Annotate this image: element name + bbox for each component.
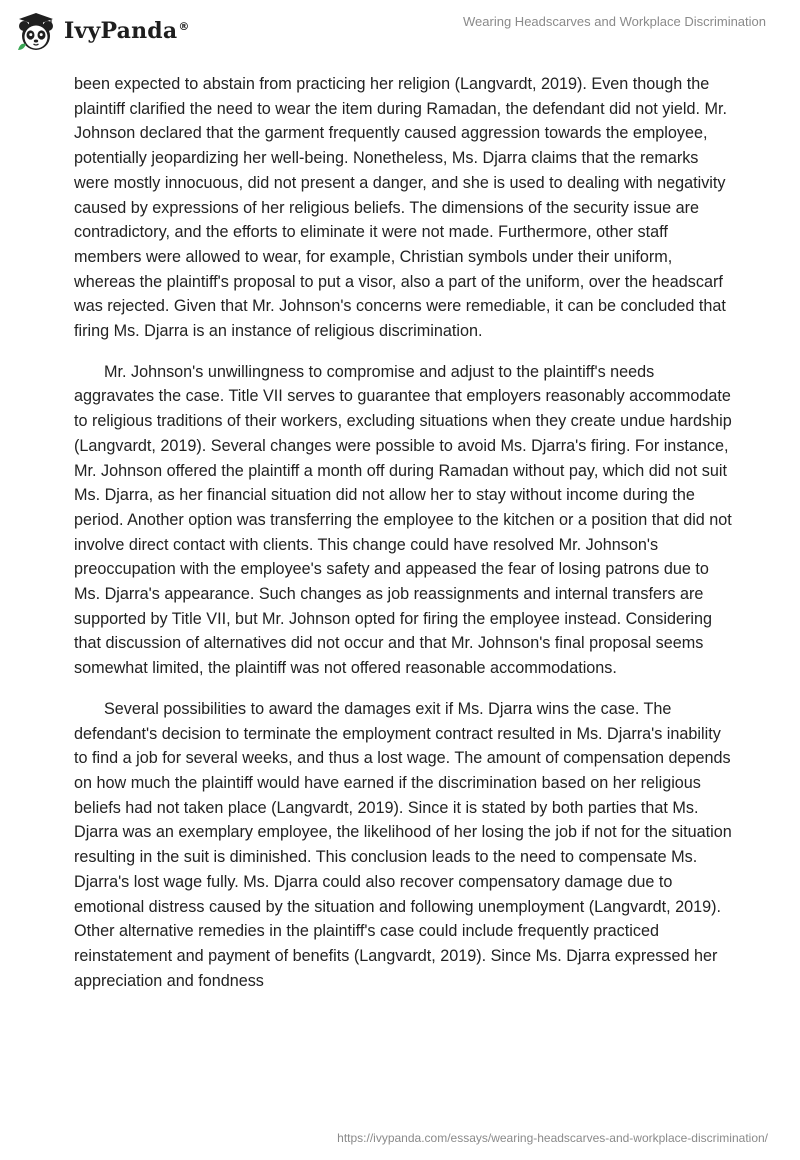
- document-title: Wearing Headscarves and Workplace Discrimination: [463, 14, 766, 29]
- source-url[interactable]: https://ivypanda.com/essays/wearing-headscarves-and-workplace-discrimination/: [337, 1131, 768, 1145]
- page-header: [0, 0, 800, 64]
- brand-name: IvyPanda®: [64, 18, 190, 44]
- paragraph-3: Several possibilities to award the damages exit if Ms. Djarra wins the case. The defendant's decision to terminate the employment contract resulted in Ms. Djarra's inability to find a job for several weeks, and thus a lost wage. The amount of compensation depends on how much the plaintiff would have earned if the discrimination based on her religious beliefs had not taken place (Langvardt, 2019). Since it is stated by both parties that Ms. Djarra was an exemplary employee, the likelihood of her losing the job if not for the situation resulting in the suit is diminished. This conclusion leads to the need to compensate Ms. Djarra's lost wage fully. Ms. Djarra could also recover compensatory damage due to emotional distress caused by the situation and following unemployment (Langvardt, 2019). Other alternative remedies in the plaintiff's case could include frequently practiced reinstatement and payment of benefits (Langvardt, 2019). Since Ms. Djarra expressed her appreciation and fondness: [74, 699, 732, 990]
- paragraph-2: Mr. Johnson's unwillingness to compromise and adjust to the plaintiff's needs aggravates the case. Title VII serves to guarantee that employers reasonably accommodate to religious traditions of their workers, excluding situations when they create undue hardship (Langvardt, 2019). Several changes were possible to avoid Ms. Djarra's firing. For instance, Mr. Johnson offered the plaintiff a month off during Ramadan without pay, which did not suit Ms. Djarra, as her financial situation did not allow her to stay without income during the period. Another option was transferring the employee to the kitchen or a position that did not involve direct contact with clients. This change could have resolved Mr. Johnson's preoccupation with the employee's safety and appeased the fear of losing patrons due to Ms. Djarra's appearance. Such changes as job reassignments and internal transfers are supported by Title VII, but Mr. Johnson opted for firing the employee instead. Considering that discussion of alternatives did not occur and that Mr. Johnson's final proposal seems somewhat limited, the plaintiff was not offered reasonable accommodations.: [74, 362, 732, 678]
- paragraph-1: been expected to abstain from practicing her religion (Langvardt, 2019). Even though the plaintiff clarified the need to wear the item during Ramadan, the defendant did not yield. Mr. Johnson declared that the garment frequently caused aggression towards the employee, potentially jeopardizing her well-being. Nonetheless, Ms. Djarra claims that the remarks were mostly innocuous, did not present a danger, and she is used to dealing with negativity caused by expressions of her religious beliefs. The dimensions of the security issue are contradictory, and the efforts to eliminate it were not made. Furthermore, other staff members were allowed to wear, for example, Christian symbols under their uniform, whereas the plaintiff's proposal to put a visor, also a part of the uniform, over the headscarf was rejected. Given that Mr. Johnson's concerns were remediable, it can be concluded that firing Ms. Djarra is an instance of religious discrimination.: [74, 75, 727, 341]
- brand-logo[interactable]: [14, 10, 190, 54]
- essay-body: [74, 72, 734, 1009]
- panda-graduate-icon: [14, 10, 58, 54]
